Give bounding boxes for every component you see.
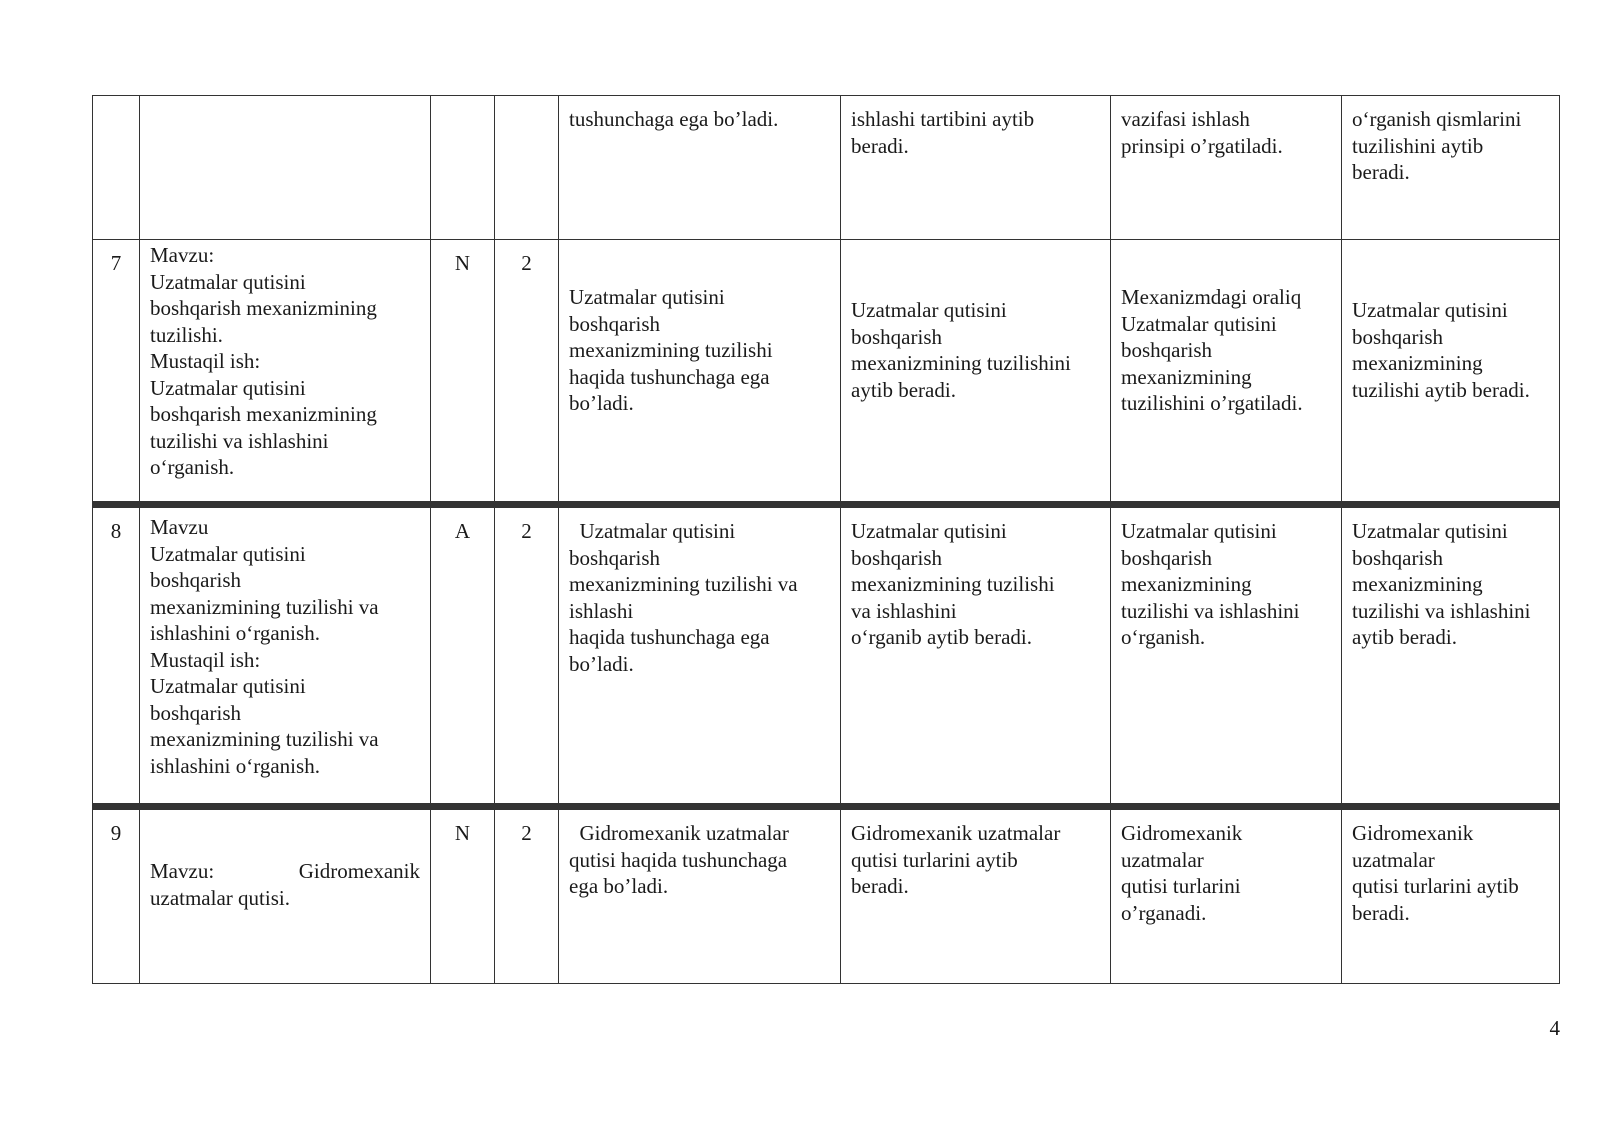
outcome-skill-cell bbox=[841, 240, 1111, 505]
topic-cell bbox=[140, 505, 431, 807]
teaching-goal-text: Gidromexanik uzatmalar qutisi turlarini o’rganadi. bbox=[1121, 821, 1243, 925]
assessment-text: Gidromexanik uzatmalar qutisi turlarini aytib beradi. bbox=[1352, 821, 1519, 925]
assessment-cell bbox=[1342, 807, 1560, 984]
page-number: 4 bbox=[1549, 1016, 1560, 1040]
teaching-goal-text: Mexanizmdagi oraliq Uzatmalar qutisini boshqarish mexanizmining tuzilishini o’rgatiladi. bbox=[1121, 285, 1303, 415]
outcome-skill-text: ishlashi tartibini aytib beradi. bbox=[851, 107, 1035, 158]
lesson-plan-table bbox=[92, 95, 1560, 984]
lesson-type-cell: N bbox=[431, 240, 495, 505]
outcome-skill-cell bbox=[841, 807, 1111, 984]
row-number-cell bbox=[93, 96, 140, 240]
row-number-cell: 8 bbox=[93, 505, 140, 807]
outcome-knowledge-text: tushunchaga ega bo’ladi. bbox=[569, 107, 779, 131]
assessment-text: Uzatmalar qutisini boshqarish mexanizmining tuzilishi aytib beradi. bbox=[1352, 298, 1530, 402]
outcome-knowledge-text: Gidromexanik uzatmalar qutisi haqida tushunchaga ega bo’ladi. bbox=[569, 821, 789, 898]
teaching-goal-cell bbox=[1111, 240, 1342, 505]
assessment-text: o‘rganish qismlarini tuzilishini aytib beradi. bbox=[1352, 107, 1522, 184]
hours-cell bbox=[495, 96, 559, 240]
hours-cell: 2 bbox=[495, 505, 559, 807]
lesson-type-cell: A bbox=[431, 505, 495, 807]
teaching-goal-text: vazifasi ishlash prinsipi o’rgatiladi. bbox=[1121, 107, 1283, 158]
teaching-goal-cell bbox=[1111, 807, 1342, 984]
outcome-knowledge-cell bbox=[559, 505, 841, 807]
row-number-cell: 9 bbox=[93, 807, 140, 984]
row-number-cell: 7 bbox=[93, 240, 140, 505]
table-row bbox=[93, 505, 1560, 807]
table-row bbox=[93, 96, 1560, 240]
teaching-goal-cell bbox=[1111, 96, 1342, 240]
teaching-goal-text: Uzatmalar qutisini boshqarish mexanizmining tuzilishi va ishlashini o‘rganish. bbox=[1121, 519, 1300, 649]
outcome-skill-text: Uzatmalar qutisini boshqarish mexanizmining tuzilishini aytib beradi. bbox=[851, 298, 1071, 402]
teaching-goal-cell bbox=[1111, 505, 1342, 807]
table-row bbox=[93, 807, 1560, 984]
assessment-cell bbox=[1342, 240, 1560, 505]
lesson-type-cell: N bbox=[431, 807, 495, 984]
lesson-type-cell bbox=[431, 96, 495, 240]
topic-cell bbox=[140, 807, 431, 984]
assessment-text: Uzatmalar qutisini boshqarish mexanizmining tuzilishi va ishlashini aytib beradi. bbox=[1352, 519, 1531, 649]
outcome-knowledge-cell bbox=[559, 96, 841, 240]
table-row bbox=[93, 240, 1560, 505]
topic-text: Mavzu: Uzatmalar qutisini boshqarish mexanizmining tuzilishi. Mustaqil ish: Uzatmalar qutisini boshqarish mexanizmining tuzilishi va ishlashini o‘rganish. bbox=[150, 243, 377, 479]
hours-cell: 2 bbox=[495, 807, 559, 984]
topic-cell bbox=[140, 240, 431, 505]
outcome-skill-text: Gidromexanik uzatmalar qutisi turlarini aytib beradi. bbox=[851, 821, 1061, 898]
outcome-knowledge-text: Uzatmalar qutisini boshqarish mexanizmining tuzilishi va ishlashi haqida tushunchaga ega bo’ladi. bbox=[569, 519, 798, 676]
outcome-knowledge-cell bbox=[559, 807, 841, 984]
outcome-knowledge-cell bbox=[559, 240, 841, 505]
topic-text: Mavzu: Gidromexanik uzatmalar qutisi. bbox=[150, 859, 420, 910]
assessment-cell bbox=[1342, 505, 1560, 807]
outcome-skill-cell bbox=[841, 96, 1111, 240]
hours-cell: 2 bbox=[495, 240, 559, 505]
outcome-skill-cell bbox=[841, 505, 1111, 807]
outcome-knowledge-text: Uzatmalar qutisini boshqarish mexanizmining tuzilishi haqida tushunchaga ega bo’ladi. bbox=[569, 285, 773, 415]
topic-text: Mavzu Uzatmalar qutisini boshqarish mexanizmining tuzilishi va ishlashini o‘rganish. Mustaqil ish: Uzatmalar qutisini boshqarish mexanizmining tuzilishi va ishlashini o‘rganish. bbox=[150, 515, 379, 778]
assessment-cell bbox=[1342, 96, 1560, 240]
topic-cell bbox=[140, 96, 431, 240]
outcome-skill-text: Uzatmalar qutisini boshqarish mexanizmining tuzilishi va ishlashini o‘rganib aytib beradi. bbox=[851, 519, 1055, 649]
